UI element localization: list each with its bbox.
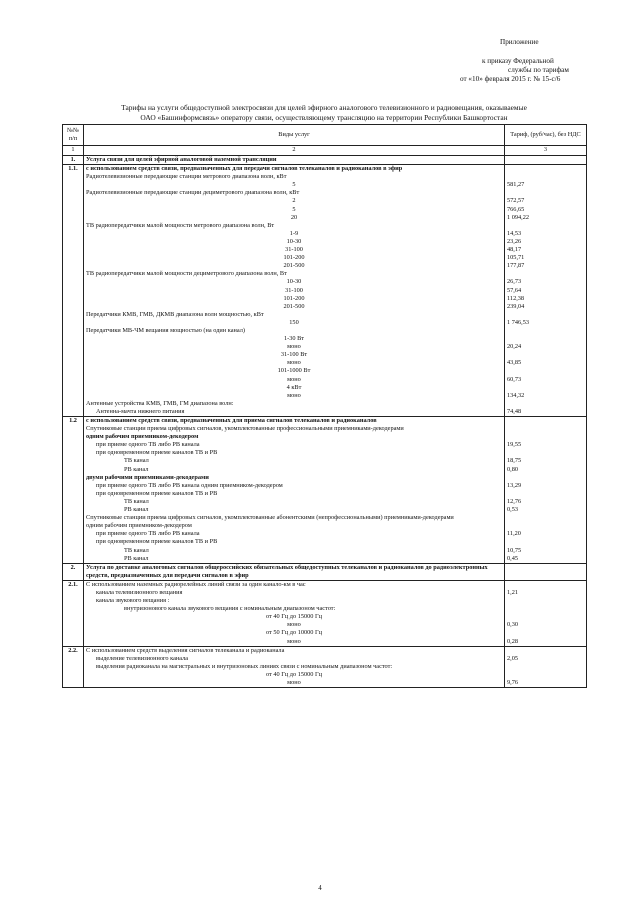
row-tariff (505, 563, 587, 580)
row-service: С использованием наземных радиорелейных линий связи за один канало-км в час (84, 580, 505, 589)
row-tariff: 177,87 (505, 262, 587, 270)
row-tariff (505, 270, 587, 278)
row-number (63, 629, 84, 637)
row-number (63, 189, 84, 197)
row-number (63, 384, 84, 392)
row-number (63, 278, 84, 286)
row-tariff: 1,21 (505, 589, 587, 597)
column-number: 2 (84, 146, 505, 156)
row-service: моно (84, 621, 505, 629)
row-tariff: 581,27 (505, 181, 587, 189)
row-service: при приеме одного ТВ либо РВ канала одним приемником-декодером (84, 482, 505, 490)
row-number (63, 319, 84, 327)
row-number (63, 547, 84, 555)
row-tariff: 0,30 (505, 621, 587, 629)
row-service: моно (84, 679, 505, 688)
table-body (63, 156, 587, 688)
row-service: Антенные устройства КМВ, ГМВ, ГМ диапазона волн: (84, 400, 505, 408)
row-number (63, 295, 84, 303)
row-service: канала звукового вещания : (84, 597, 505, 605)
table-row (63, 555, 587, 564)
table-row (63, 319, 587, 327)
row-service: выделения радиоканала на магистральных и внутризоновых линиях связи с номинальным диапазоном частот: (84, 663, 505, 671)
row-service: ТВ радиопередатчики малой мощности дециметрового диапазона волн, Вт (84, 270, 505, 278)
table-row (63, 359, 587, 367)
row-number (63, 466, 84, 474)
table-row (63, 303, 587, 311)
row-service: 101-200 (84, 295, 505, 303)
row-tariff (505, 522, 587, 530)
table-row (63, 629, 587, 637)
table-row (63, 392, 587, 400)
row-tariff (505, 490, 587, 498)
row-tariff (505, 156, 587, 165)
row-number (63, 482, 84, 490)
row-service: Услуга связи для целей эфирной аналоговой наземной трансляции (84, 156, 505, 165)
table-row (63, 605, 587, 613)
row-tariff (505, 663, 587, 671)
table-header-row (63, 125, 587, 146)
table-row (63, 189, 587, 197)
row-number (63, 287, 84, 295)
table-row (63, 222, 587, 230)
row-service: ТВ канал (84, 498, 505, 506)
row-tariff (505, 173, 587, 181)
table-row (63, 597, 587, 605)
table-row (63, 417, 587, 426)
row-number (63, 222, 84, 230)
table-row (63, 498, 587, 506)
table-row (63, 367, 587, 375)
column-number-row (63, 146, 587, 156)
row-tariff: 239,04 (505, 303, 587, 311)
row-number (63, 270, 84, 278)
row-service: Передатчики КМВ, ГМВ, ДКМВ диапазона волн мощностью, кВт (84, 311, 505, 319)
row-tariff: 74,48 (505, 408, 587, 417)
row-service: Услуга по доставке аналоговых сигналов общероссийских обязательных общедоступных телеканалов и радиоканалов до радиоэлектронных средств, предназначенных для передачи сигналов в эфир (84, 563, 505, 580)
row-tariff: 43,85 (505, 359, 587, 367)
row-tariff: 1 094,22 (505, 214, 587, 222)
table-row (63, 376, 587, 384)
row-number (63, 230, 84, 238)
table-row (63, 197, 587, 205)
header-col-number: №№ п/п (63, 125, 84, 146)
row-number (63, 173, 84, 181)
table-row (63, 530, 587, 538)
row-tariff: 60,73 (505, 376, 587, 384)
row-number: 2. (63, 563, 84, 580)
row-service: моно (84, 638, 505, 647)
row-tariff (505, 189, 587, 197)
row-tariff: 0,80 (505, 466, 587, 474)
row-service: одним рабочим приемником-декодером (84, 522, 505, 530)
row-number (63, 262, 84, 270)
table-row (63, 230, 587, 238)
table-row (63, 449, 587, 457)
row-service: 5 (84, 181, 505, 189)
row-number (63, 498, 84, 506)
row-number (63, 663, 84, 671)
row-number (63, 597, 84, 605)
table-row (63, 466, 587, 474)
row-number (63, 506, 84, 514)
table-row (63, 663, 587, 671)
table-row (63, 335, 587, 343)
row-number (63, 655, 84, 663)
row-tariff (505, 449, 587, 457)
row-number (63, 522, 84, 530)
row-tariff: 9,76 (505, 679, 587, 688)
row-number (63, 376, 84, 384)
row-tariff (505, 311, 587, 319)
row-service: 101-200 (84, 254, 505, 262)
row-tariff (505, 597, 587, 605)
row-service: РВ канал (84, 555, 505, 564)
header-col-service: Виды услуг (84, 125, 505, 146)
row-tariff: 14,53 (505, 230, 587, 238)
row-tariff: 10,75 (505, 547, 587, 555)
row-tariff: 18,75 (505, 457, 587, 465)
table-row (63, 206, 587, 214)
row-number: 2.2. (63, 646, 84, 655)
row-number (63, 238, 84, 246)
row-service: 5 (84, 206, 505, 214)
row-service: 2 (84, 197, 505, 205)
table-row (63, 384, 587, 392)
row-service: от 40 Гц до 15000 Гц (84, 671, 505, 679)
row-number (63, 408, 84, 417)
column-number: 1 (63, 146, 84, 156)
table-row (63, 522, 587, 530)
row-number (63, 589, 84, 597)
row-tariff (505, 222, 587, 230)
row-service: РВ канал (84, 506, 505, 514)
row-service: РВ канал (84, 466, 505, 474)
row-number (63, 538, 84, 546)
row-tariff: 105,71 (505, 254, 587, 262)
row-number (63, 181, 84, 189)
row-number (63, 246, 84, 254)
row-tariff: 20,24 (505, 343, 587, 351)
row-number: 2.1. (63, 580, 84, 589)
table-row (63, 238, 587, 246)
table-row (63, 246, 587, 254)
table-row (63, 173, 587, 181)
table-row (63, 638, 587, 647)
row-tariff: 2,05 (505, 655, 587, 663)
row-number (63, 433, 84, 441)
row-number (63, 303, 84, 311)
table-row (63, 671, 587, 679)
row-service: при приеме одного ТВ либо РВ канала (84, 530, 505, 538)
table-row (63, 156, 587, 165)
row-service: 20 (84, 214, 505, 222)
row-service: 31-100 Вт (84, 351, 505, 359)
row-number (63, 311, 84, 319)
table-row (63, 165, 587, 174)
table-row (63, 655, 587, 663)
row-tariff: 13,29 (505, 482, 587, 490)
row-tariff: 0,53 (505, 506, 587, 514)
row-number (63, 343, 84, 351)
row-number (63, 638, 84, 647)
order-line-2: службы по тарифам (508, 66, 569, 74)
row-tariff (505, 474, 587, 482)
table-row (63, 278, 587, 286)
order-line-3: от «10» февраля 2015 г. № 15-с/6 (460, 75, 561, 83)
table-row (63, 351, 587, 359)
row-service: моно (84, 359, 505, 367)
row-service: 4 кВт (84, 384, 505, 392)
row-number (63, 367, 84, 375)
row-tariff: 572,57 (505, 197, 587, 205)
table-row (63, 580, 587, 589)
row-service: выделение телевизионного канала (84, 655, 505, 663)
table-row (63, 270, 587, 278)
row-tariff (505, 384, 587, 392)
row-tariff: 23,26 (505, 238, 587, 246)
row-service: моно (84, 392, 505, 400)
row-number (63, 206, 84, 214)
row-number (63, 254, 84, 262)
row-service: С использованием средств выделения сигналов телеканала и радиоканала (84, 646, 505, 655)
tariff-table (62, 124, 587, 688)
row-tariff (505, 629, 587, 637)
row-tariff: 26,73 (505, 278, 587, 286)
row-tariff: 12,76 (505, 498, 587, 506)
row-number: 1.1. (63, 165, 84, 174)
row-service: 10-30 (84, 278, 505, 286)
row-number (63, 457, 84, 465)
table-row (63, 679, 587, 688)
row-number: 1.2 (63, 417, 84, 426)
row-tariff: 19,55 (505, 441, 587, 449)
row-tariff: 48,17 (505, 246, 587, 254)
row-service: ТВ радиопередатчики малой мощности метрового диапазона волн, Вт (84, 222, 505, 230)
row-service: с использованием средств связи, предназначенных для передачи сигналов телеканалов и радиоканалов в эфир (84, 165, 505, 174)
table-row (63, 514, 587, 522)
table-row (63, 490, 587, 498)
table-row (63, 474, 587, 482)
row-service: от 40 Гц до 15000 Гц (84, 613, 505, 621)
table-row (63, 613, 587, 621)
table-row (63, 547, 587, 555)
title-line-1: Тарифы на услуги общедоступной электросвязи для целей эфирного аналогового телевизионного и радиовещания, оказываемые (121, 103, 527, 112)
row-service: моно (84, 376, 505, 384)
row-tariff (505, 538, 587, 546)
row-number (63, 425, 84, 433)
row-number (63, 621, 84, 629)
row-tariff (505, 433, 587, 441)
row-tariff (505, 580, 587, 589)
row-service: с использованием средств связи, предназначенных для приема сигналов телеканалов и радиоканалов (84, 417, 505, 426)
row-tariff (505, 367, 587, 375)
table-row (63, 506, 587, 514)
row-number (63, 613, 84, 621)
row-service: ТВ канал (84, 457, 505, 465)
row-number (63, 555, 84, 564)
table-row (63, 327, 587, 335)
row-service: 1-30 Вт (84, 335, 505, 343)
table-row (63, 214, 587, 222)
row-service: Спутниковые станции приема цифровых сигналов, укомплектованные профессиональными приемниками-декодерами (84, 425, 505, 433)
row-tariff: 112,38 (505, 295, 587, 303)
table-row (63, 482, 587, 490)
table-row (63, 287, 587, 295)
row-tariff (505, 400, 587, 408)
row-number (63, 197, 84, 205)
row-tariff (505, 671, 587, 679)
table-row (63, 400, 587, 408)
table-row (63, 646, 587, 655)
column-number: 3 (505, 146, 587, 156)
row-service: от 50 Гц до 10000 Гц (84, 629, 505, 637)
row-number (63, 474, 84, 482)
row-tariff: 766,65 (505, 206, 587, 214)
table-row (63, 425, 587, 433)
table-row (63, 433, 587, 441)
row-service: 31-100 (84, 246, 505, 254)
row-number (63, 441, 84, 449)
row-number (63, 679, 84, 688)
table-row (63, 457, 587, 465)
row-service: 10-30 (84, 238, 505, 246)
row-service: 31-100 (84, 287, 505, 295)
table-row (63, 441, 587, 449)
row-service: одним рабочим приемником-декодером (84, 433, 505, 441)
row-tariff: 11,20 (505, 530, 587, 538)
row-number (63, 359, 84, 367)
table-row (63, 563, 587, 580)
table-row (63, 181, 587, 189)
table-row (63, 262, 587, 270)
row-tariff: 134,32 (505, 392, 587, 400)
row-number (63, 327, 84, 335)
row-number (63, 671, 84, 679)
row-service: 201-500 (84, 262, 505, 270)
row-service: моно (84, 343, 505, 351)
row-tariff (505, 605, 587, 613)
row-service: Передатчики МВ-ЧМ вещания мощностью (на один канал) (84, 327, 505, 335)
table-row (63, 621, 587, 629)
row-service: при приеме одного ТВ либо РВ канала (84, 441, 505, 449)
row-service: при одновременном приеме каналов ТВ и РВ (84, 538, 505, 546)
row-tariff: 0,45 (505, 555, 587, 564)
row-service: 201-500 (84, 303, 505, 311)
table-row (63, 538, 587, 546)
row-service: при одновременном приеме каналов ТВ и РВ (84, 490, 505, 498)
row-tariff (505, 514, 587, 522)
row-tariff (505, 335, 587, 343)
row-number (63, 490, 84, 498)
row-tariff (505, 417, 587, 426)
row-service: 101-1000 Вт (84, 367, 505, 375)
row-tariff (505, 351, 587, 359)
row-number (63, 530, 84, 538)
row-number (63, 449, 84, 457)
row-service: Спутниковые станции приема цифровых сигналов, укомплектованные абонентскими (непрофессиональными) приемниками-декодерами (84, 514, 505, 522)
row-service: 150 (84, 319, 505, 327)
row-number (63, 351, 84, 359)
table-row (63, 343, 587, 351)
row-service: при одновременном приеме каналов ТВ и РВ (84, 449, 505, 457)
row-service: 1-9 (84, 230, 505, 238)
row-number (63, 335, 84, 343)
page-number: 4 (318, 884, 322, 892)
row-number: 1. (63, 156, 84, 165)
row-service: Радиотелевизионные передающие станции дециметрового диапазона волн, кВт (84, 189, 505, 197)
table-row (63, 311, 587, 319)
title-line-2: ОАО «Башинформсвязь» оператору связи, осуществляющему трансляцию на территории Республики Башкортостан (140, 113, 508, 122)
row-tariff: 0,28 (505, 638, 587, 647)
row-service: Антенна-мачта нижнего питания (84, 408, 505, 417)
row-tariff: 57,64 (505, 287, 587, 295)
row-service: двумя рабочими приемниками-декодерами (84, 474, 505, 482)
row-tariff (505, 613, 587, 621)
row-tariff (505, 165, 587, 174)
row-tariff (505, 646, 587, 655)
row-tariff (505, 327, 587, 335)
row-number (63, 400, 84, 408)
row-number (63, 214, 84, 222)
table-row (63, 589, 587, 597)
row-service: внутризонового канала звукового вещания с номинальным диапазоном частот: (84, 605, 505, 613)
row-number (63, 605, 84, 613)
appendix-label: Приложение (500, 38, 539, 46)
header-col-tariff: Тариф, (руб/час), без НДС (505, 125, 587, 146)
table-row (63, 254, 587, 262)
table-row (63, 408, 587, 417)
row-tariff (505, 425, 587, 433)
table-row (63, 295, 587, 303)
row-service: канала телевизионного вещания (84, 589, 505, 597)
order-line-1: к приказу Федеральной (482, 57, 554, 65)
row-number (63, 392, 84, 400)
row-tariff: 1 746,53 (505, 319, 587, 327)
row-service: Радиотелевизионные передающие станции метрового диапазона волн, кВт (84, 173, 505, 181)
document-title (68, 103, 580, 123)
row-number (63, 514, 84, 522)
row-service: ТВ канал (84, 547, 505, 555)
